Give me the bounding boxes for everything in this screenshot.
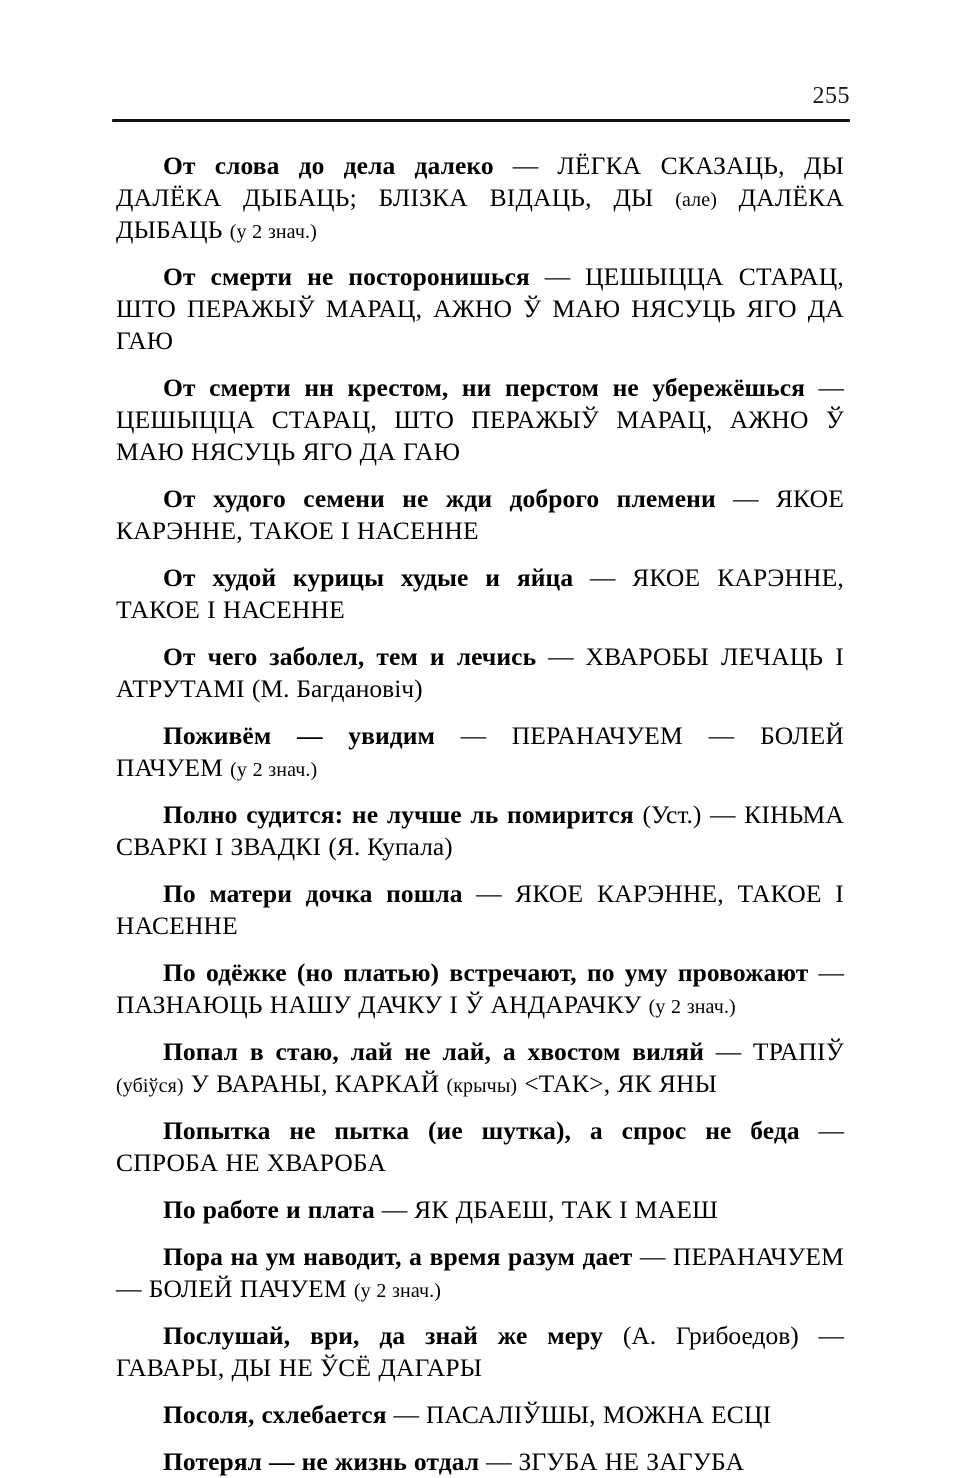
equivalent-belarusian: ЯКОЕ КАРЭННЕ, ТАКОЕ І НАСЕННЕ <box>116 879 845 940</box>
separator-dash: — <box>374 1195 415 1224</box>
separator-dash: — <box>493 151 558 180</box>
source-attribution: (Я. Купала) <box>328 832 453 861</box>
separator-dash: — <box>462 879 516 908</box>
equivalent-belarusian: ЯК ДБАЕШ, ТАК І МАЕШ <box>414 1195 719 1224</box>
equivalent-belarusian: КІНЬМА СВАРКІ І ЗВАДКІ <box>116 800 844 861</box>
equivalent-belarusian: СПРОБА НЕ ХВАРОБА <box>116 1148 387 1177</box>
source-attribution: (М. Багдановіч) <box>251 674 423 703</box>
separator-dash: — <box>715 484 776 513</box>
usage-note: (у 2 знач.) <box>229 221 317 243</box>
separator-dash: — <box>701 800 745 829</box>
headword-russian: По одёжке (но платью) встречают, по уму провожают <box>163 958 809 987</box>
dictionary-entry <box>116 261 844 357</box>
separator-dash: — <box>632 1242 673 1271</box>
dictionary-entry <box>116 878 844 942</box>
equivalent-belarusian: ПЕРАНАЧУЕМ — БОЛЕЙ ПАЧУЕМ <box>116 1242 845 1303</box>
headword-russian: Полно судится: не лучше ль помирится <box>163 800 643 829</box>
separator-dash: — <box>799 1116 844 1145</box>
usage-note: (крычы) <box>446 1075 518 1097</box>
dictionary-entry <box>116 483 844 547</box>
source-attribution: (А. Грибоедов) <box>622 1321 799 1350</box>
dictionary-entry <box>116 1194 844 1226</box>
dictionary-entry <box>116 957 844 1021</box>
separator-dash: — <box>479 1447 519 1476</box>
headword-russian: Послушай, ври, да знай же меру <box>163 1321 623 1350</box>
equivalent-belarusian: ПЕРАНАЧУЕМ — БОЛЕЙ ПАЧУЕМ <box>116 721 845 782</box>
usage-note: (у 2 знач.) <box>230 759 318 781</box>
dictionary-entry <box>116 1241 844 1305</box>
headword-russian: Поживём — увидим <box>163 721 436 750</box>
separator-dash: — <box>386 1400 426 1429</box>
usage-note: (але) <box>675 189 717 211</box>
dictionary-entry <box>116 1320 844 1384</box>
usage-note: (убіўся) <box>116 1075 184 1097</box>
headword-russian: От худой курицы худые и яйца <box>163 563 574 592</box>
dictionary-entry <box>116 1115 844 1179</box>
headword-russian: Посоля, схлебается <box>163 1400 387 1429</box>
dictionary-entry <box>116 1446 844 1478</box>
separator-dash: — <box>808 958 844 987</box>
dictionary-entry <box>116 562 844 626</box>
separator-dash: — <box>529 262 586 291</box>
source-attribution: (Уст.) <box>642 800 702 829</box>
headword-russian: Пора на ум наводит, а время разум дает <box>163 1242 633 1271</box>
headword-russian: От смерти нн крестом, ни перстом не убережёшься <box>163 373 806 402</box>
equivalent-belarusian: ЗГУБА НЕ ЗАГУБА <box>518 1447 745 1476</box>
headword-russian: От слова до дела далеко <box>163 151 494 180</box>
usage-note: (у 2 знач.) <box>648 996 736 1018</box>
equivalent-belarusian: ТРАПІЎ <box>752 1037 844 1066</box>
separator-dash: — <box>536 642 586 671</box>
equivalent-belarusian: ДАЛЁКА ДЫБАЦЬ <box>116 183 844 244</box>
equivalent-belarusian: ГАВАРЫ, ДЫ НЕ ЎСЁ ДАГАРЫ <box>116 1353 483 1382</box>
separator-dash: — <box>704 1037 753 1066</box>
equivalent-belarusian: ЛЁГКА СКАЗАЦЬ, ДЫ ДАЛЁКА ДЫБАЦЬ; БЛІЗКА ВІДАЦЬ, ДЫ <box>116 151 845 212</box>
usage-note: (у 2 знач.) <box>353 1280 442 1302</box>
headword-russian: От чего заболел, тем и лечись <box>163 642 537 671</box>
equivalent-belarusian: ЦЕШЫЦЦА СТАРАЦ, ШТО ПЕРАЖЫЎ МАРАЦ, АЖНО Ў МАЮ НЯСУЦЬ ЯГО ДА ГАЮ <box>116 405 844 466</box>
dictionary-entry <box>116 1399 844 1431</box>
entry-list <box>116 150 844 1478</box>
equivalent-belarusian: ХВАРОБЫ ЛЕЧАЦЬ І АТРУТАМІ <box>116 642 844 703</box>
dictionary-entry <box>116 1036 844 1100</box>
equivalent-belarusian: ПАЗНАЮЦЬ НАШУ ДАЧКУ І Ў АНДАРАЧКУ <box>116 990 649 1019</box>
separator-dash: — <box>805 373 844 402</box>
headword-russian: Потерял — не жизнь отдал <box>163 1447 480 1476</box>
equivalent-belarusian: ЦЕШЫЦЦА СТАРАЦ, ШТО ПЕРАЖЫЎ МАРАЦ, АЖНО Ў МАЮ НЯСУЦЬ ЯГО ДА ГАЮ <box>116 262 844 355</box>
equivalent-belarusian: У ВАРАНЫ, КАРКАЙ <box>183 1069 447 1098</box>
dictionary-entry <box>116 799 844 863</box>
dictionary-entry <box>116 150 844 246</box>
headword-russian: По матери дочка пошла <box>163 879 463 908</box>
separator-dash: — <box>435 721 512 750</box>
headword-russian: От худого семени не жди доброго племени <box>163 484 716 513</box>
headword-russian: От смерти не посторонишься <box>163 262 530 291</box>
header-rule <box>112 119 850 122</box>
headword-russian: Попал в стаю, лай не лай, а хвостом виляй <box>163 1037 704 1066</box>
equivalent-belarusian: ЯКОЕ КАРЭННЕ, ТАКОЕ І НАСЕННЕ <box>116 563 845 624</box>
headword-russian: Попытка не пытка (ие шутка), а спрос не беда <box>163 1116 800 1145</box>
running-head <box>112 84 850 108</box>
page-number: 255 <box>812 83 850 109</box>
dictionary-entry <box>116 372 844 468</box>
dictionary-entry <box>116 720 844 784</box>
headword-russian: По работе и плата <box>163 1195 375 1224</box>
equivalent-belarusian: ЯКОЕ КАРЭННЕ, ТАКОЕ І НАСЕННЕ <box>116 484 844 545</box>
separator-dash: — <box>573 563 633 592</box>
equivalent-belarusian: ПАСАЛІЎШЫ, МОЖНА ЕСЦІ <box>425 1400 772 1429</box>
dictionary-entry <box>116 641 844 705</box>
separator-dash: — <box>798 1321 845 1350</box>
equivalent-belarusian: <ТАК>, ЯК ЯНЫ <box>517 1069 718 1098</box>
